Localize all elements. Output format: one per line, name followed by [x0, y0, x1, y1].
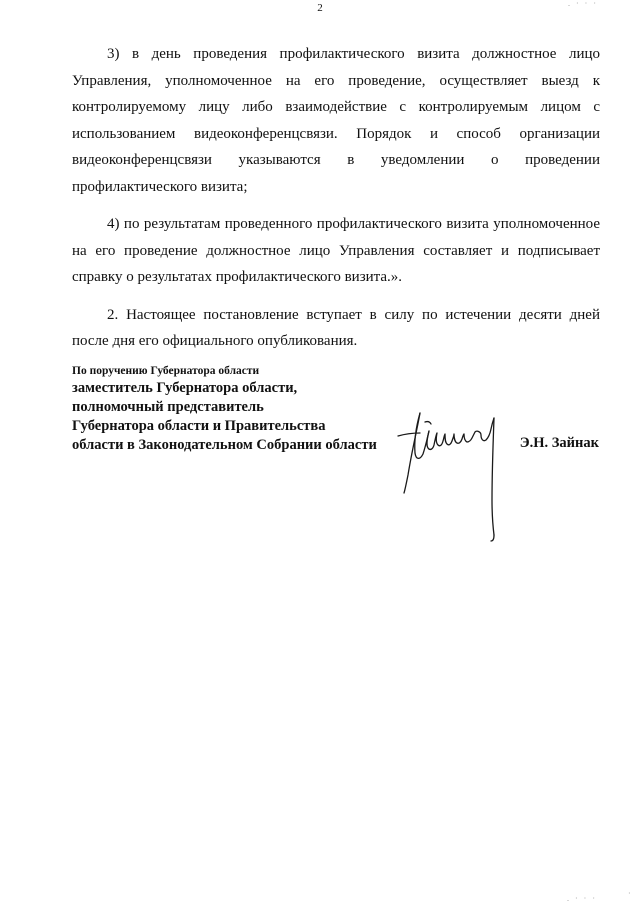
- signatory-title-line: полномочный представитель: [72, 399, 264, 415]
- document-body: [72, 41, 600, 355]
- signatory-title-line: заместитель Губернатора области,: [72, 380, 298, 396]
- signature-preface: По поручению Губернатора области: [72, 365, 260, 377]
- scan-artifact: . · · ·: [568, 0, 598, 8]
- paragraph-item-4: 4) по результатам проведенного профилактического визита уполномоченное на его проведение должностное лицо Управления составляет и подписывает справку о результатах профилактического визита.».: [72, 216, 600, 285]
- signatory-name: Э.Н. Зайнак: [519, 435, 599, 451]
- handwritten-signature: [395, 405, 510, 545]
- page-number: 2: [317, 2, 323, 14]
- paragraph-item-3: 3) в день проведения профилактического визита должностное лицо Управления, уполномоченное на его проведение, осуществляет выезд к контролируемому лицу либо взаимодействие с контролируемым лицом с использованием видеоконференцсвязи. Порядок и способ организации видеоконференцсвязи указываются в уведомлении о проведении профилактического визита;: [72, 46, 600, 195]
- paragraph-section-2: 2. Настоящее постановление вступает в силу по истечении десяти дней после дня его официального опубликования.: [72, 306, 600, 349]
- scan-artifact: . · · ·: [567, 894, 597, 903]
- signatory-title-line: области в Законодательном Собрании области: [72, 437, 377, 453]
- scan-artifact: ·: [628, 889, 633, 898]
- signatory-title-line: Губернатора области и Правительства: [72, 418, 326, 434]
